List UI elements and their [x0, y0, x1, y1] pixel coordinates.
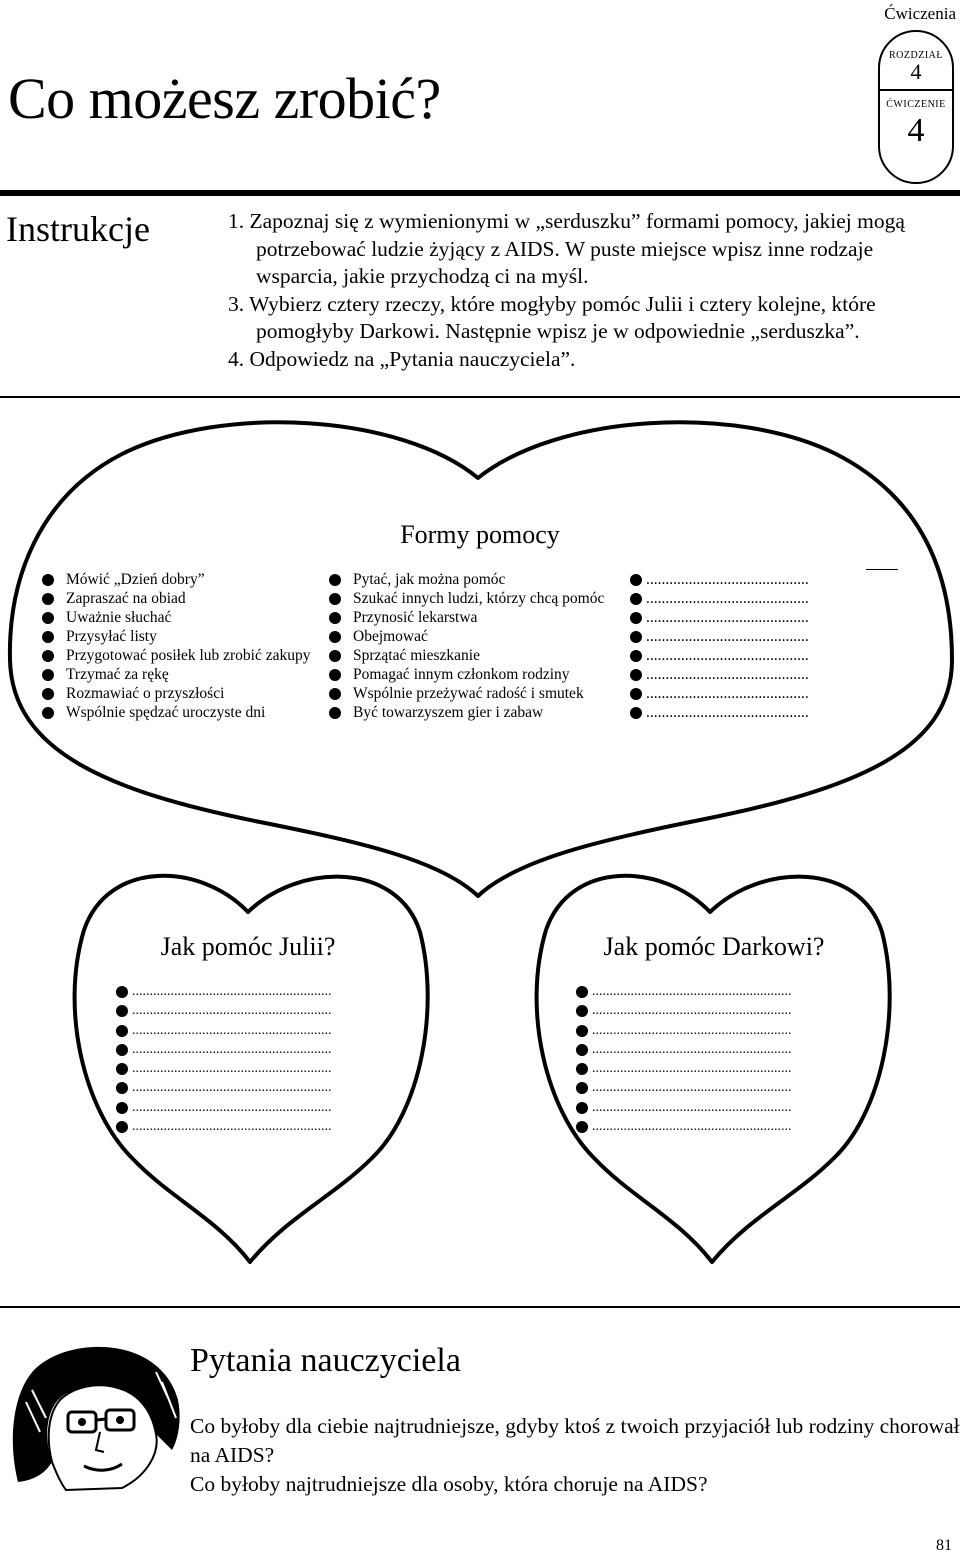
blank-line[interactable]: ......................................................... [576, 1059, 792, 1078]
instruction-item: 3. Wybierz cztery rzeczy, które mogłyby pomóc Julii i cztery kolejne, które pomogłyby Darkowi. Następnie wpisz je w odpowiednie „serduszka”. [228, 291, 876, 343]
bullet-icon [576, 1005, 588, 1017]
list-item: Szukać innych ludzi, którzy chcą pomóc [329, 589, 604, 608]
bullet-icon [116, 986, 128, 998]
exercise-number: 4 [907, 112, 925, 149]
chapter-number: 4 [910, 59, 922, 84]
list-item: Pomagać innym członkom rodziny [329, 665, 604, 684]
bullet-icon [630, 669, 642, 681]
bullet-icon [630, 707, 642, 719]
page-number: 81 [936, 1537, 952, 1554]
list-item: Przynosić lekarstwa [329, 608, 604, 627]
bullet-icon [116, 1063, 128, 1075]
darek-heart-title: Jak pomóc Darkowi? [603, 932, 825, 961]
bullet-icon [116, 1025, 128, 1037]
julia-heart-title: Jak pomóc Julii? [160, 932, 336, 961]
bullet-icon [630, 612, 642, 624]
blank-line[interactable]: ......................................................... [116, 1001, 332, 1020]
header-rule [0, 190, 960, 196]
blank-line[interactable]: .......................................... [630, 646, 809, 665]
instructions-rule [0, 396, 960, 398]
bullet-icon [42, 631, 54, 643]
blank-line[interactable]: ......................................................... [116, 1021, 332, 1040]
blank-line[interactable]: ......................................................... [576, 1078, 792, 1097]
bullet-icon [329, 669, 341, 681]
bullet-icon [42, 612, 54, 624]
bullet-icon [630, 593, 642, 605]
bullet-icon [42, 707, 54, 719]
instruction-item: 4. Odpowiedz na „Pytania nauczyciela”. [228, 346, 576, 371]
bullet-icon [329, 593, 341, 605]
bullet-icon [42, 593, 54, 605]
help-list-column-1 [42, 570, 311, 722]
bullet-icon [329, 650, 341, 662]
blank-line[interactable]: .......................................... [630, 703, 809, 722]
bullet-icon [42, 688, 54, 700]
blank-line[interactable]: .......................................... [630, 570, 809, 589]
blank-line[interactable]: ......................................................... [576, 1117, 792, 1136]
list-item: Zapraszać na obiad [42, 589, 311, 608]
blank-line[interactable]: .......................................... [630, 665, 809, 684]
list-item: Uważnie słuchać [42, 608, 311, 627]
questions-rule [0, 1306, 960, 1308]
bullet-icon [329, 631, 341, 643]
blank-line[interactable]: .......................................... [630, 608, 809, 627]
blank-line[interactable]: ......................................................... [576, 1001, 792, 1020]
list-item: Wspólnie spędzać uroczyste dni [42, 703, 311, 722]
list-item: Pytać, jak można pomóc [329, 570, 604, 589]
instructions-label: Instrukcje [6, 209, 150, 249]
bullet-icon [329, 574, 341, 586]
blank-line[interactable]: .......................................... [630, 589, 809, 608]
blank-line[interactable]: ......................................................... [576, 1040, 792, 1059]
bullet-icon [116, 1005, 128, 1017]
list-item: Sprzątać mieszkanie [329, 646, 604, 665]
blank-line[interactable]: ......................................................... [116, 982, 332, 1001]
bullet-icon [630, 631, 642, 643]
bullet-icon [630, 574, 642, 586]
bullet-icon [576, 1025, 588, 1037]
list-item: Przygotować posiłek lub zrobić zakupy [42, 646, 311, 665]
bullet-icon [116, 1082, 128, 1094]
bullet-icon [630, 688, 642, 700]
list-item: Rozmawiać o przyszłości [42, 684, 311, 703]
bullet-icon [576, 986, 588, 998]
bullet-icon [116, 1121, 128, 1133]
blank-line[interactable]: ......................................................... [116, 1059, 332, 1078]
page-title: Co możesz zrobić? [8, 66, 441, 131]
instructions-list [228, 208, 958, 373]
bullet-icon [329, 612, 341, 624]
bullet-icon [42, 574, 54, 586]
bullet-icon [116, 1044, 128, 1056]
chapter-badge [878, 30, 954, 184]
bullet-icon [329, 688, 341, 700]
badge-divider [880, 89, 952, 91]
list-item: Mówić „Dzień dobry” [42, 570, 311, 589]
teacher-questions-text [190, 1412, 960, 1499]
question-1: Co byłoby dla ciebie najtrudniejsze, gdyby ktoś z twoich przyjaciół lub rodziny chorował na AIDS? [190, 1414, 960, 1467]
blank-line[interactable]: ......................................................... [116, 1040, 332, 1059]
help-list-column-2 [329, 570, 604, 722]
bullet-icon [42, 669, 54, 681]
bullet-icon [576, 1121, 588, 1133]
list-item: Wspólnie przeżywać radość i smutek [329, 684, 604, 703]
question-2: Co byłoby najtrudniejsze dla osoby, która choruje na AIDS? [190, 1472, 708, 1496]
list-item: Być towarzyszem gier i zabaw [329, 703, 604, 722]
list-item: Obejmować [329, 627, 604, 646]
blank-line[interactable]: ......................................................... [116, 1078, 332, 1097]
bullet-icon [576, 1082, 588, 1094]
forms-of-help-title: Formy pomocy [400, 520, 560, 549]
blank-line[interactable]: ......................................................... [576, 982, 792, 1001]
section-label: Ćwiczenia [884, 4, 956, 23]
chapter-label: ROZDZIAŁ [889, 50, 943, 61]
bullet-icon [576, 1102, 588, 1114]
help-list-column-blank [630, 570, 809, 722]
list-item: Przysyłać listy [42, 627, 311, 646]
blank-line[interactable]: .......................................... [630, 684, 809, 703]
bullet-icon [329, 707, 341, 719]
teacher-questions-title: Pytania nauczyciela [190, 1342, 461, 1379]
teacher-portrait-icon [6, 1342, 182, 1492]
darek-answer-lines [576, 982, 792, 1136]
blank-line[interactable]: ......................................................... [116, 1117, 332, 1136]
julia-answer-lines [116, 982, 332, 1136]
bullet-icon [576, 1044, 588, 1056]
instruction-item: 1. Zapoznaj się z wymienionymi w „serduszku” formami pomocy, jakiej mogą potrzebować ludzie żyjący z AIDS. W puste miejsce wpisz inne rodzaje wsparcia, jakie przychodzą ci na myśl. [228, 209, 905, 288]
list-item: Trzymać za rękę [42, 665, 311, 684]
bullet-icon [576, 1063, 588, 1075]
blank-line[interactable]: .......................................... [630, 627, 809, 646]
blank-line[interactable]: ......................................................... [116, 1098, 332, 1117]
exercise-label: ĆWICZENIE [886, 99, 946, 110]
bullet-icon [116, 1102, 128, 1114]
blank-line[interactable]: ......................................................... [576, 1098, 792, 1117]
bullet-icon [42, 650, 54, 662]
blank-line[interactable]: ......................................................... [576, 1021, 792, 1040]
small-line-mark [866, 569, 898, 570]
bullet-icon [630, 650, 642, 662]
